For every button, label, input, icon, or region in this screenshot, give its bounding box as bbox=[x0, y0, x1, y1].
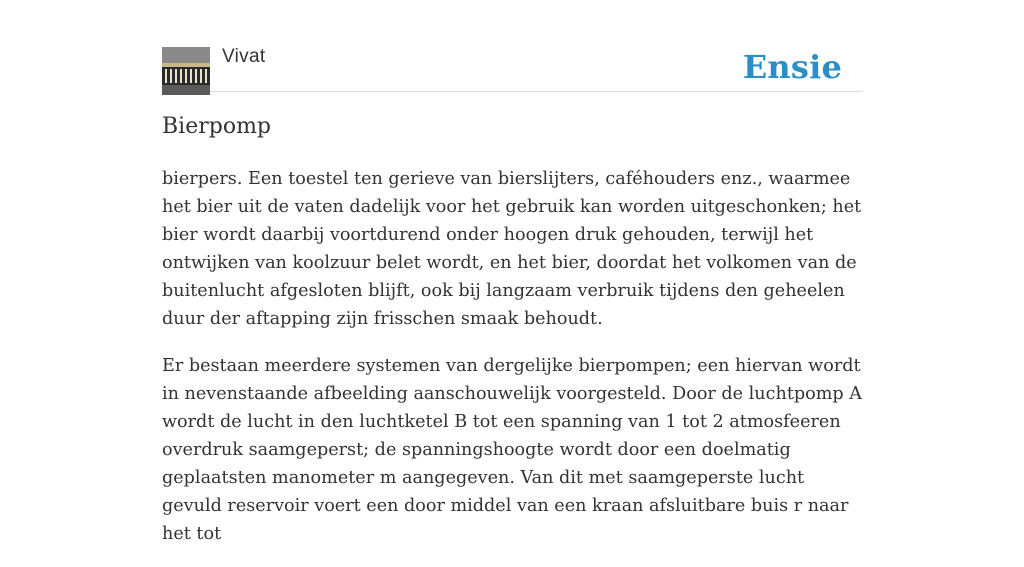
header bbox=[162, 0, 862, 92]
page-title: Bierpomp bbox=[162, 114, 272, 139]
article-body bbox=[162, 165, 862, 548]
paragraph: Er bestaan meerdere systemen van dergelijke bierpompen; een hiervan wordt in nevenstaande afbeelding aanschouwelijk voorgesteld. Door de luchtpomp A wordt de lucht in den luchtketel B tot een spanning van 1 tot 2 atmosfeeren overdruk saamgeperst; de spanningshoogte wordt door een doelmatig geplaatsten manometer m aangegeven. Van dit met saamgeperste lucht gevuld reservoir voert een door middel van een kraan afsluitbare buis r naar het tot bbox=[162, 356, 862, 544]
content-container bbox=[162, 0, 862, 567]
books-avatar-icon[interactable] bbox=[162, 47, 210, 95]
author-name[interactable]: Vivat bbox=[222, 46, 266, 67]
site-logo[interactable]: Ensie bbox=[742, 48, 842, 86]
paragraph: bierpers. Een toestel ten gerieve van bierslijters, caféhouders enz., waarmee het bier uit de vaten dadelijk voor het gebruik kan worden uitgeschonken; het bier wordt daarbij voortdurend onder hoogen druk gehouden, terwijl het ontwijken van koolzuur belet wordt, en het bier, doordat het volkomen van de buitenlucht afgesloten blijft, ook bij langzaam verbruik tijdens den geheelen duur der aftapping zijn frisschen smaak behoudt. bbox=[162, 169, 862, 329]
